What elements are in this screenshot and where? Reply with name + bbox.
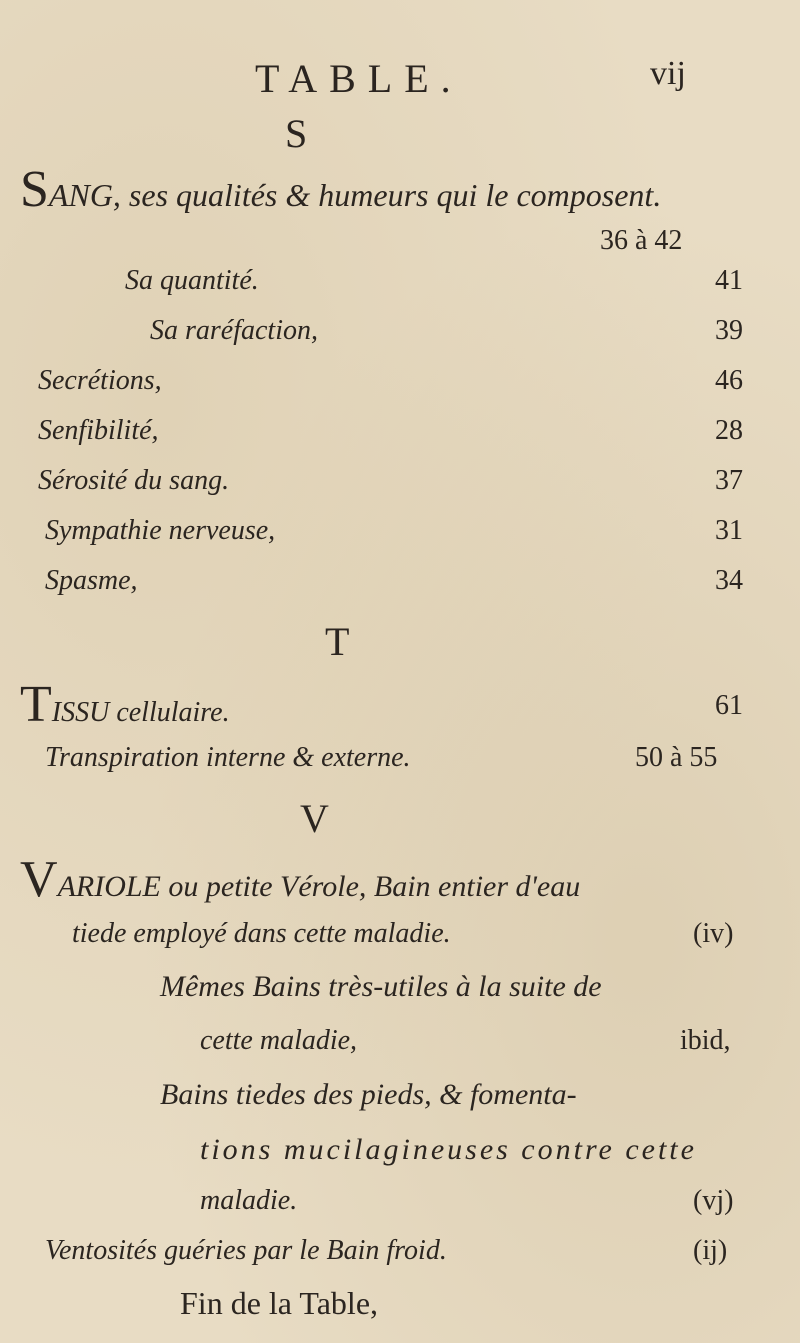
section-letter-v: V [300, 796, 329, 841]
heading-text: ses qualités & humeurs qui le composent. [128, 177, 662, 213]
entry-number: (iv) [693, 918, 734, 949]
end-of-table: Fin de la Table, [180, 1285, 379, 1321]
entry-heading-tissu [20, 675, 230, 734]
entry-label: Transpiration interne & externe. [45, 742, 411, 773]
entry-number: 31 [715, 515, 743, 546]
entry-label: Sa raréfaction, [150, 315, 318, 346]
entry-heading-line2: tiede employé dans cette maladie. [72, 918, 451, 949]
entry-label: Sérosité du sang. [38, 465, 230, 496]
sub-entry-line: tions mucilagineuses contre cette [200, 1133, 697, 1166]
entry-number: 37 [715, 465, 743, 496]
section-letter-s: S [285, 111, 308, 156]
sub-entry-line: cette maladie, [200, 1025, 358, 1056]
entry-label: Secrétions, [38, 365, 162, 396]
heading-word: ANG, [48, 177, 121, 213]
entry-number: 39 [715, 315, 743, 346]
sub-entry-line: maladie. [200, 1185, 298, 1216]
section-letter-t: T [325, 619, 350, 664]
running-title: TABLE. [255, 56, 463, 101]
sub-entry-line: Mêmes Bains très-utiles à la suite de [160, 970, 602, 1003]
heading-text: cellulaire. [116, 697, 230, 728]
drop-initial: V [20, 851, 58, 908]
entry-number: 50 à 55 [635, 742, 718, 773]
entry-label: Sympathie nerveuse, [45, 515, 276, 546]
entry-heading-variole [20, 850, 580, 909]
entry-number: 41 [715, 265, 743, 296]
entry-label: Sa quantité. [125, 265, 259, 296]
drop-initial: T [20, 676, 52, 733]
entry-number: 34 [715, 565, 743, 596]
entry-label: Ventosités guéries par le Bain froid. [45, 1235, 447, 1266]
entry-number: 28 [715, 415, 743, 446]
entry-number: (vj) [693, 1185, 734, 1216]
entry-number: 61 [715, 690, 743, 721]
entry-label: Senfibilité, [38, 415, 159, 446]
entry-heading-sang [20, 160, 661, 219]
entry-number: (ij) [693, 1235, 728, 1266]
page-number: vij [650, 55, 686, 92]
heading-word: ISSU [51, 697, 110, 728]
drop-initial: S [20, 161, 49, 218]
heading-text: ou petite Vérole, Bain entier d'eau [168, 870, 581, 903]
entry-number: 36 à 42 [600, 225, 683, 256]
sub-entry-line: Bains tiedes des pieds, & fomenta- [160, 1078, 577, 1111]
entry-label: Spasme, [45, 565, 138, 596]
entry-number: 46 [715, 365, 743, 396]
entry-number: ibid, [680, 1025, 731, 1056]
heading-word: ARIOLE [57, 870, 161, 903]
